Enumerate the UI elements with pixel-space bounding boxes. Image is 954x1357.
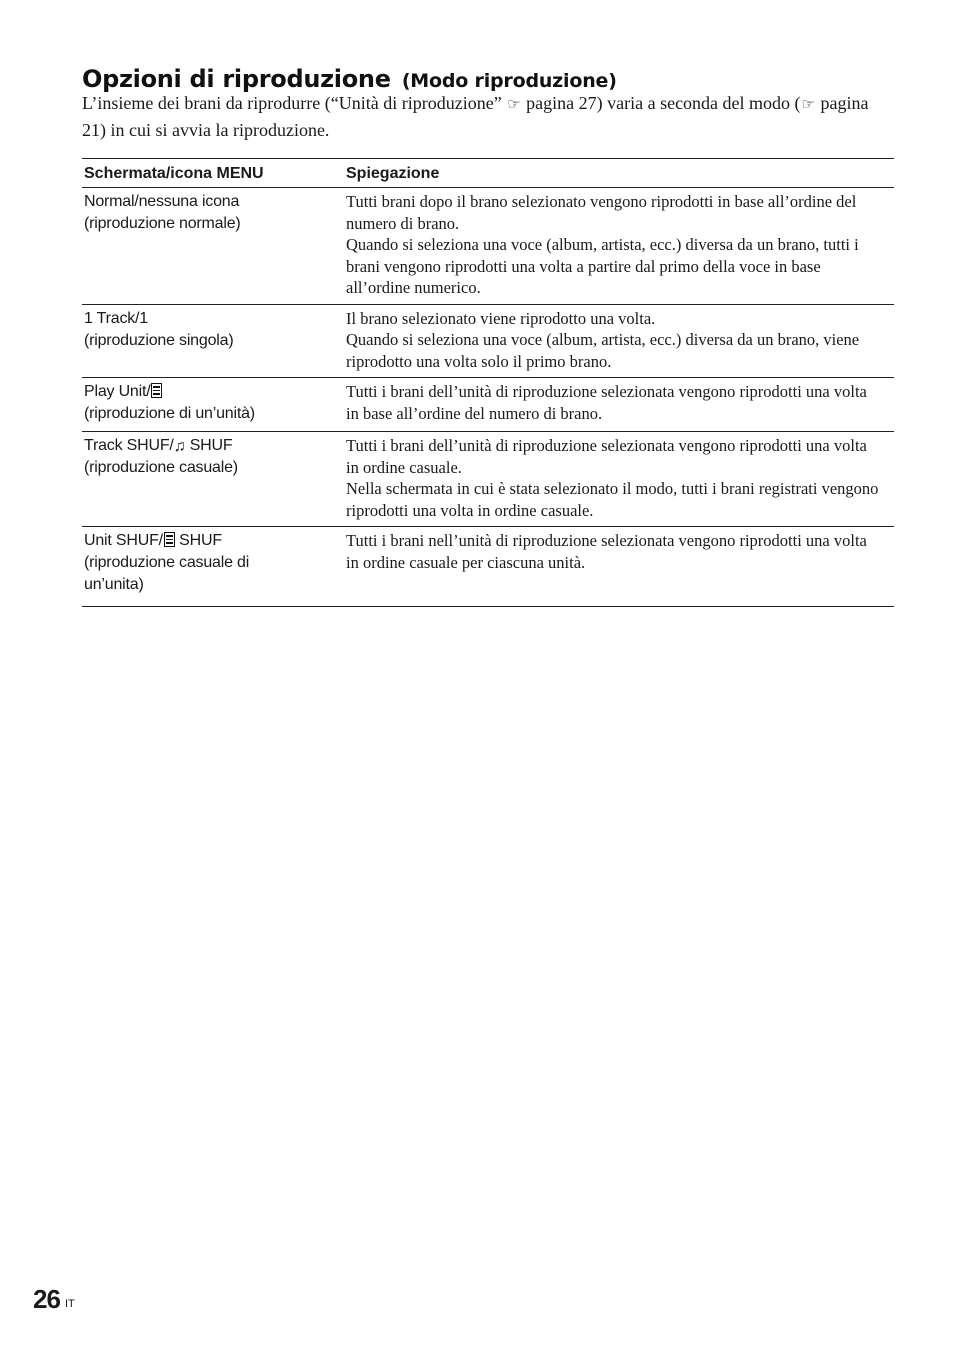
explanation-cell xyxy=(344,378,894,432)
explanation-cell xyxy=(344,432,894,527)
table-header-row xyxy=(82,159,894,188)
screen-label-text: Play Unit/ xyxy=(84,383,151,400)
page-title xyxy=(82,57,617,95)
intro-paragraph xyxy=(82,91,882,143)
explanation-text: Quando si seleziona una voce (album, artista, ecc.) diversa da un brano, viene riprodotto una volta solo il primo brano. xyxy=(346,330,860,371)
screen-description: (riproduzione singola) xyxy=(84,331,234,349)
unit-list-icon xyxy=(164,532,175,547)
unit-list-icon xyxy=(151,383,162,398)
music-note-icon: ♫ xyxy=(173,438,186,455)
title-subtitle: (Modo riproduzione) xyxy=(401,70,617,92)
table-row xyxy=(82,432,894,527)
title-main: Opzioni di riproduzione xyxy=(82,65,391,93)
explanation-cell xyxy=(344,304,894,378)
screen-description: (riproduzione normale) xyxy=(84,215,241,232)
page-language-code: IT xyxy=(65,1298,75,1310)
page-number: 26 xyxy=(33,1284,60,1314)
explanation-text: Tutti i brani dell’unità di riproduzione selezionata vengono riprodotti una volta in base all’ordine del numero di brano. xyxy=(346,382,867,423)
screen-description: un’unita) xyxy=(84,576,144,593)
screen-label xyxy=(84,435,344,457)
screen-cell xyxy=(82,527,344,607)
column-header-screen: Schermata/icona MENU xyxy=(82,159,344,188)
screen-description: (riproduzione casuale) xyxy=(84,459,238,476)
screen-label xyxy=(84,381,344,403)
intro-text-1: L’insieme dei brani da riprodurre (“Unità di riproduzione” xyxy=(82,93,507,113)
explanation-cell xyxy=(344,188,894,305)
screen-description: (riproduzione casuale di xyxy=(84,554,250,571)
intro-text-3: pagina 21) in cui si avvia la riproduzione. xyxy=(82,93,869,140)
explanation-text: Tutti i brani dell’unità di riproduzione selezionata vengono riprodotti una volta in ordine casuale. xyxy=(346,436,867,477)
table-row xyxy=(82,304,894,378)
screen-label xyxy=(84,530,344,552)
screen-label-suffix: SHUF xyxy=(174,532,222,549)
table-row xyxy=(82,188,894,305)
screen-cell xyxy=(82,432,344,527)
screen-label-text: Track SHUF/ xyxy=(84,437,174,454)
explanation-text: Il brano selezionato viene riprodotto una volta. xyxy=(346,308,656,328)
screen-cell xyxy=(82,304,344,378)
table-row xyxy=(82,378,894,432)
explanation-cell xyxy=(344,527,894,607)
explanation-text: Nella schermata in cui è stata selezionato il modo, tutti i brani registrati vengono riprodotti una volta in ordine casuale. xyxy=(346,479,879,520)
column-header-explanation: Spiegazione xyxy=(344,159,894,188)
intro-text-2: pagina 27) varia a seconda del modo ( xyxy=(526,93,801,113)
pointing-hand-icon: ☞ xyxy=(507,97,521,113)
screen-description: (riproduzione di un’unità) xyxy=(84,405,255,422)
explanation-text: Tutti brani dopo il brano selezionato vengono riprodotti in base all’ordine del numero di brano. xyxy=(346,192,857,233)
screen-label-text: Unit SHUF/ xyxy=(84,532,163,549)
screen-label-suffix: SHUF xyxy=(185,437,233,454)
screen-cell xyxy=(82,378,344,432)
screen-cell xyxy=(82,188,344,305)
explanation-text: Quando si seleziona una voce (album, artista, ecc.) diversa da un brano, tutti i brani vengono riprodotti una volta a partire dal primo della voce in base all’ordine numerico. xyxy=(346,235,859,297)
pointing-hand-icon: ☞ xyxy=(801,97,815,113)
explanation-text: Tutti i brani nell’unità di riproduzione selezionata vengono riprodotti una volta in ordine casuale per ciascuna unità. xyxy=(346,531,867,572)
screen-label: 1 Track/1 xyxy=(84,309,149,327)
play-mode-table xyxy=(82,158,894,607)
screen-label: Normal/nessuna icona xyxy=(84,193,240,210)
table-row xyxy=(82,527,894,607)
